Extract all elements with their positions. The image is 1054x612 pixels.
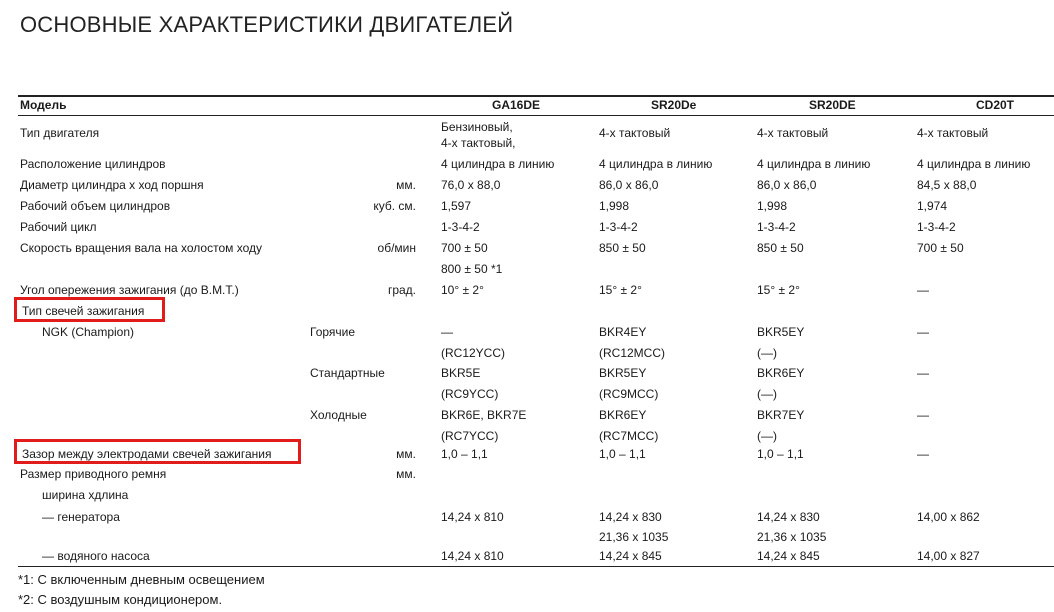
- table-header-row: [0, 98, 1054, 118]
- cell-sr2: BKR7EY: [757, 408, 805, 422]
- cell-ga: BKR5E: [441, 366, 481, 380]
- row-sublabel: Горячие: [310, 325, 356, 339]
- row-unit: град.: [387, 283, 416, 297]
- cell-sr2: BKR5EY: [757, 325, 805, 339]
- table-bottom-rule: [18, 566, 1054, 567]
- table-row-displacement: [0, 199, 1054, 219]
- cell-sr2: 850 ± 50: [757, 241, 804, 255]
- table-row-idle-speed: [0, 241, 1054, 276]
- cell-sr1: 14,24 х 830: [599, 510, 662, 524]
- row-label: Размер приводного ремня: [20, 467, 167, 481]
- cell-sr1: (RC9MCC): [599, 387, 659, 401]
- row-unit: мм.: [396, 178, 416, 192]
- cell-cd: —: [917, 325, 929, 339]
- cell-cd: 14,00 х 827: [917, 549, 980, 563]
- table-row-cylinder-layout: [0, 157, 1054, 177]
- row-label: Рабочий цикл: [20, 220, 97, 234]
- row-unit: мм.: [396, 467, 416, 481]
- cell-sr1: BKR5EY: [599, 366, 647, 380]
- table-row-plug-standard: [0, 366, 1054, 386]
- cell-ga: 10° ± 2°: [441, 283, 484, 297]
- cell-sr1: 850 ± 50: [599, 241, 646, 255]
- cell-ga: 4 цилиндра в линию: [441, 157, 555, 171]
- table-row-plug-hot-champion: [0, 346, 1054, 366]
- cell-sr2: 86,0 х 86,0: [757, 178, 817, 192]
- cell-sr1: 4 цилиндра в линию: [599, 157, 713, 171]
- cell-sr1: BKR6EY: [599, 408, 647, 422]
- cell-sr1: 1,998: [599, 199, 630, 213]
- cell-sr2: 4-х тактовый: [757, 126, 829, 140]
- cell-ga-line2: 800 ± 50 *1: [441, 262, 503, 276]
- cell-sr2: 15° ± 2°: [757, 283, 800, 297]
- cell-cd: —: [917, 366, 929, 380]
- table-row-plug-gap: [0, 447, 1054, 467]
- table-row-plug-cold: [0, 408, 1054, 428]
- table-row-firing-order: [0, 220, 1054, 240]
- cell-sr2: 14,24 х 830: [757, 510, 820, 524]
- cell-ga: Бензиновый,: [441, 120, 513, 134]
- table-row-plug-hot: [0, 325, 1054, 345]
- row-sublabel: Стандартные: [310, 366, 385, 380]
- row-label: — генератора: [42, 510, 120, 524]
- row-label: Зазор между электродами свечей зажигания: [22, 447, 272, 461]
- cell-sr1: 1-3-4-2: [599, 220, 638, 234]
- cell-ga: 14,24 х 810: [441, 549, 504, 563]
- table-row-spark-plug-type: [0, 304, 1054, 324]
- cell-ga: 1,597: [441, 199, 472, 213]
- cell-ga: BKR6E, BKR7E: [441, 408, 527, 422]
- cell-cd: —: [917, 447, 929, 461]
- cell-ga: 14,24 х 810: [441, 510, 504, 524]
- cell-sr2: 14,24 х 845: [757, 549, 820, 563]
- cell-cd: —: [917, 408, 929, 422]
- row-label: Угол опережения зажигания (до В.М.Т.): [20, 283, 239, 297]
- row-label: Тип свечей зажигания: [22, 304, 145, 318]
- row-sublabel: ширина хдлина: [42, 488, 129, 502]
- cell-sr2: 1,998: [757, 199, 788, 213]
- cell-sr1: 15° ± 2°: [599, 283, 642, 297]
- cell-ga-line2: 4-х тактовый,: [441, 136, 516, 150]
- row-label: Тип двигателя: [20, 126, 100, 140]
- cell-ga: (RC7YCC): [441, 429, 499, 443]
- table-row-plug-standard-champion: [0, 387, 1054, 407]
- cell-ga: —: [441, 325, 453, 339]
- cell-cd: 84,5 х 88,0: [917, 178, 977, 192]
- header-engine-ga16de: GA16DE: [492, 98, 541, 112]
- header-engine-sr20de-a: SR20De: [651, 98, 697, 112]
- cell-sr2: 4 цилиндра в линию: [757, 157, 871, 171]
- cell-cd: 14,00 х 862: [917, 510, 980, 524]
- row-label: Расположение цилиндров: [20, 157, 166, 171]
- cell-sr1: 14,24 х 845: [599, 549, 662, 563]
- cell-sr2: (—): [757, 346, 777, 360]
- cell-cd: 1-3-4-2: [917, 220, 956, 234]
- table-row-bore-stroke: [0, 178, 1054, 198]
- cell-sr2: BKR6EY: [757, 366, 805, 380]
- cell-sr2: 1,0 – 1,1: [757, 447, 804, 461]
- cell-sr1-line2: 21,36 х 1035: [599, 530, 669, 544]
- table-row-belt-generator: [0, 510, 1054, 544]
- cell-cd: —: [917, 283, 929, 297]
- cell-cd: 4-х тактовый: [917, 126, 989, 140]
- row-label: — водяного насоса: [42, 549, 150, 563]
- cell-sr2-line2: 21,36 х 1035: [757, 530, 827, 544]
- cell-sr2: (—): [757, 387, 777, 401]
- row-label: Диаметр цилиндра х ход поршня: [20, 178, 204, 192]
- row-label-brand: NGK (Champion): [42, 325, 135, 339]
- cell-ga: 1-3-4-2: [441, 220, 480, 234]
- footnote-2: *2: С воздушным кондиционером.: [18, 592, 223, 607]
- cell-ga: 700 ± 50: [441, 241, 488, 255]
- table-top-rule: [18, 95, 1054, 97]
- cell-ga: (RC9YCC): [441, 387, 499, 401]
- cell-sr1: 86,0 х 86,0: [599, 178, 659, 192]
- cell-sr1: BKR4EY: [599, 325, 647, 339]
- cell-sr2: 1-3-4-2: [757, 220, 796, 234]
- row-label: Скорость вращения вала на холостом ходу: [20, 241, 262, 255]
- cell-cd: 700 ± 50: [917, 241, 964, 255]
- cell-ga: 1,0 – 1,1: [441, 447, 488, 461]
- header-model: Модель: [20, 98, 67, 112]
- cell-sr1: (RC12MCC): [599, 346, 665, 360]
- header-engine-cd20t: CD20T: [976, 98, 1015, 112]
- cell-sr1: 4-х тактовый: [599, 126, 671, 140]
- row-unit: куб. см.: [373, 199, 416, 213]
- table-row-belt-size: [0, 467, 1054, 487]
- row-sublabel: Холодные: [310, 408, 367, 422]
- cell-ga: 76,0 х 88,0: [441, 178, 501, 192]
- row-unit: мм.: [396, 447, 416, 461]
- cell-sr1: 1,0 – 1,1: [599, 447, 646, 461]
- table-row-belt-subheader: [0, 488, 1054, 508]
- cell-cd: 4 цилиндра в линию: [917, 157, 1031, 171]
- cell-sr2: (—): [757, 429, 777, 443]
- row-label: Рабочий объем цилиндров: [20, 199, 171, 213]
- cell-ga: (RC12YCC): [441, 346, 506, 360]
- footnote-1: *1: С включенным дневным освещением: [18, 572, 265, 587]
- table-row-engine-type: [0, 120, 1054, 150]
- header-engine-sr20de-b: SR20DE: [809, 98, 856, 112]
- cell-sr1: (RC7MCC): [599, 429, 659, 443]
- row-unit: об/мин: [377, 241, 416, 255]
- page-title: ОСНОВНЫЕ ХАРАКТЕРИСТИКИ ДВИГАТЕЛЕЙ: [20, 12, 514, 37]
- cell-cd: 1,974: [917, 199, 948, 213]
